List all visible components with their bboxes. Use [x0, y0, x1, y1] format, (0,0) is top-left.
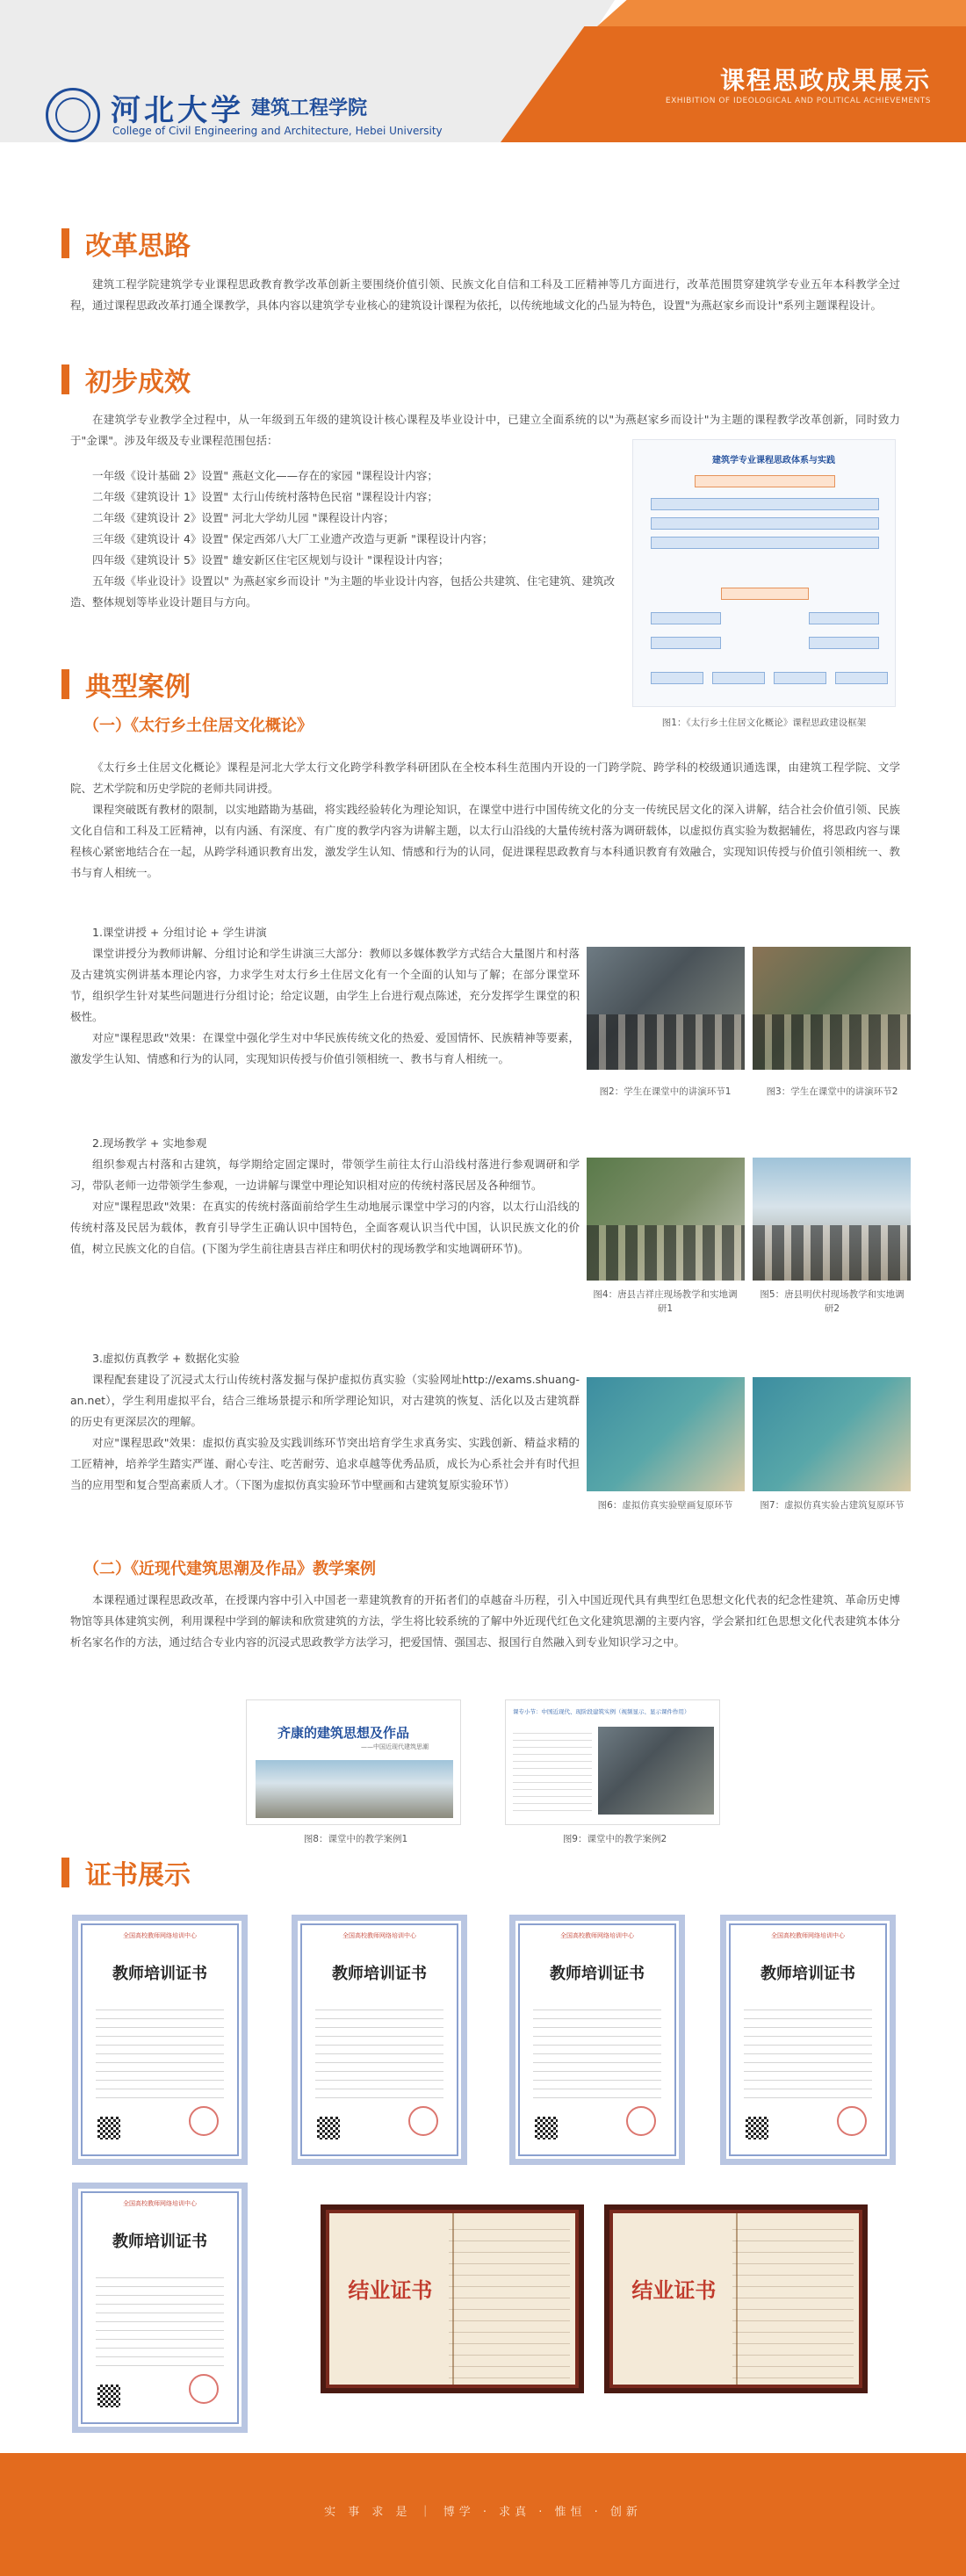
figure-caption: 图3：学生在课堂中的讲演环节2 [766, 1086, 898, 1097]
qr-code-icon [97, 2385, 120, 2407]
diagram-node [651, 637, 721, 649]
teacher-training-certificate [292, 1915, 467, 2165]
results-item: 五年级《毕业设计》设置以" 为燕赵家乡而设计 "为主题的毕业设计内容，包括公共建筑、住宅建筑、建筑改造、整体规划等毕业设计题目与方向。 [70, 574, 615, 609]
results-list [70, 465, 615, 613]
method1-block [70, 922, 580, 1070]
cert-title: 教师培训证书 [550, 1965, 645, 1983]
cert-issuer: 全国高校教师网络培训中心 [771, 1932, 845, 1939]
cert-title: 教师培训证书 [112, 2233, 207, 2251]
figure-caption: 图7：虚拟仿真实验古建筑复原环节 [760, 1500, 905, 1511]
reform-paragraph: 建筑工程学院建筑学专业课程思政教育教学改革创新主要围绕价值引领、民族文化自信和工科及工匠精神等几方面进行，改革范围贯穿建筑学专业五年本科教学全过程，通过课程思政改革打通全课教学，具体内容以建筑学专业核心的建筑设计课程为依托，以传统地域文化的凸显为特色，设置"为燕赵家乡而设计"系列主题课程设计。 [70, 278, 900, 312]
method-paragraph: 对应"课程思政"效果：虚拟仿真实验及实践训练环节突出培育学生求真务实、实践创新、精益求精的工匠精神，培养学生踏实严谨、耐心专注、吃苦耐劳、追求卓越等优秀品质，成长为心系社会并有时代担当的应用型和复合型高素质人才。（下图为虚拟仿真实验环节中壁画和古建筑复原实验环节） [70, 1436, 580, 1491]
section-bar [61, 364, 69, 394]
section-title-text: 证书展示 [85, 1860, 191, 1891]
qr-code-icon [535, 2117, 558, 2139]
slide-text-lines [513, 1727, 592, 1815]
seal-icon [837, 2106, 867, 2136]
figure-caption: 图9：课堂中的教学案例2 [562, 1834, 667, 1844]
footer [0, 2453, 966, 2576]
diagram-node [835, 672, 888, 684]
figure-caption: 图5：唐县明伏村现场教学和实地调研2 [760, 1289, 905, 1314]
school-name-en: College of Civil Engineering and Architecture, Hebei University [112, 125, 443, 137]
section-bar [61, 228, 69, 258]
diagram-node [651, 672, 703, 684]
header [0, 0, 966, 198]
results-item: 二年级《建筑设计 2》设置" 河北大学幼儿园 "课程设计内容； [92, 511, 394, 524]
method-paragraph: 课程配套建设了沉浸式太行山传统村落发掘与保护虚拟仿真实验（实验网址http://exams.shuang-an.net），学生利用虚拟平台，结合三维场景提示和所学理论知识，对古建筑的恢复、活化以及古建筑群的历史有更深层次的理解。 [70, 1373, 580, 1428]
seal-icon [408, 2106, 438, 2136]
slide-title: 齐康的建筑思想及作品 [278, 1725, 410, 1741]
qr-code-icon [317, 2117, 340, 2139]
figure-caption: 图6：虚拟仿真实验壁画复原环节 [597, 1500, 733, 1511]
diagram-node [774, 672, 826, 684]
section-title-reform [61, 224, 191, 263]
teacher-training-certificate [72, 2183, 248, 2433]
case2-paragraph: 本课程通过课程思政改革，在授课内容中引入中国老一辈建筑教育的开拓者们的卓越奋斗历程，引入中国近现代具有典型红色思想文化代表的纪念性建筑、革命历史博物馆等具体建筑实例，利用课程中学到的解读和欣赏建筑的方法，学生将比较系统的了解中外近现代红色文化建筑思潮的主要内容，学会紧扣红色思想文化代表建筑本体分析名家名作的方法，通过结合专业内容的沉浸式思政教学方法学习，把爱国情、强国志、报国行自然融入到专业知识学习之中。 [70, 1593, 900, 1649]
figure-caption: 图8：课堂中的教学案例1 [303, 1834, 408, 1844]
method-title: 3.虚拟仿真教学 + 数据化实验 [92, 1352, 240, 1365]
red-cert-title: 结业证书 [348, 2277, 433, 2303]
results-intro: 在建筑学专业教学全过程中，从一年级到五年级的建筑设计核心课程及毕业设计中，已建立全面系统的以"为燕赵家乡而设计"为主题的课程教学改革创新，同时致力于"金课"。涉及年级及专业课程范围包括： [70, 413, 900, 447]
lecture-slide-1 [246, 1699, 461, 1825]
red-cert-title: 结业证书 [631, 2277, 717, 2303]
virtual-sim-screenshot [753, 1377, 911, 1491]
section-title-results [61, 360, 191, 399]
teacher-training-certificate [72, 1915, 248, 2165]
diagram-node [651, 612, 721, 624]
case2-title: （二）《近现代建筑思潮及作品》教学案例 [83, 1560, 376, 1578]
figure-caption: 图1：《太行乡土住居文化概论》课程思政建设框架 [661, 718, 867, 728]
slide-subtitle: ——中国近现代建筑思潮 [361, 1743, 429, 1750]
teacher-training-certificate [509, 1915, 685, 2165]
diagram-node [712, 672, 765, 684]
section-title-certificates [61, 1853, 191, 1892]
field-trip-photo [753, 1158, 911, 1281]
completion-certificate [321, 2204, 584, 2393]
slide-building-photo [256, 1760, 453, 1818]
method-paragraph: 组织参观古村落和古建筑，每学期给定固定课时，带领学生前往太行山沿线村落进行参观调研和学习，带队老师一边带领学生参观，一边讲解与课堂中理论知识相对应的传统村落民居及各种细节。 [70, 1158, 580, 1192]
section-title-cases [61, 665, 191, 704]
cert-issuer: 全国高校教师网络培训中心 [123, 2200, 197, 2207]
figure-caption: 图2：学生在课堂中的讲演环节1 [599, 1086, 732, 1097]
cert-title: 教师培训证书 [332, 1965, 427, 1983]
method-paragraph: 对应"课程思政"效果：在课堂中强化学生对中华民族传统文化的热爱、爱国情怀、民族精神等要素，激发学生认知、情感和行为的认同，实现知识传授与价值引领相统一、教书与育人相统一。 [70, 1031, 580, 1065]
diagram-node [651, 498, 879, 510]
diagram-node [721, 588, 809, 600]
method-title: 2.现场教学 + 实地参观 [92, 1136, 207, 1150]
cert-title: 教师培训证书 [112, 1965, 207, 1983]
figure-caption: 图4：唐县吉祥庄现场教学和实地调研1 [593, 1289, 738, 1314]
qr-code-icon [97, 2117, 120, 2139]
slide-building-photo [598, 1727, 714, 1815]
cert-issuer: 全国高校教师网络培训中心 [560, 1932, 634, 1939]
section-bar [61, 669, 69, 699]
seal-icon [626, 2106, 656, 2136]
footer-motto: 实 事 求 是 ｜ 博学 · 求真 · 惟恒 · 创新 [324, 2506, 642, 2519]
virtual-sim-screenshot [587, 1377, 745, 1491]
classroom-photo [587, 947, 745, 1070]
seal-icon [189, 2106, 219, 2136]
case1-paragraph: 《太行乡土住居文化概论》课程是河北大学太行文化跨学科教学科研团队在全校本科生范围内开设的一门跨学院、跨学科的校级通识通选课，由建筑工程学院、文学院、艺术学院和历史学院的老师共同讲授。 [70, 761, 900, 795]
completion-certificate [604, 2204, 868, 2393]
cert-issuer: 全国高校教师网络培训中心 [123, 1932, 197, 1939]
results-item: 四年级《建筑设计 5》设置" 雄安新区住宅区规划与设计 "课程设计内容； [92, 553, 450, 566]
seal-icon [189, 2374, 219, 2404]
results-item: 三年级《建筑设计 4》设置" 保定西郊八大厂工业遗产改造与更新 "课程设计内容； [92, 532, 494, 545]
slide-title: 课专小节：中国近现代、现阶段建筑实例（视频显示、显示课件作用） [513, 1708, 690, 1715]
diagram-title: 建筑学专业课程思政体系与实践 [712, 456, 835, 465]
case1-title: （一）《太行乡土住居文化概论》 [83, 717, 313, 735]
diagram-node [809, 637, 879, 649]
university-emblem-icon [46, 88, 100, 142]
field-trip-photo [587, 1158, 745, 1281]
diagram-node [695, 475, 835, 487]
header-orange-strip [597, 0, 966, 26]
teacher-training-certificate [720, 1915, 896, 2165]
method-paragraph: 对应"课程思政"效果：在真实的传统村落面前给学生生动地展示课堂中学习的内容，以太行山沿线的传统村落及民居为载体，教育引导学生正确认识中国特色，全面客观认识当代中国，认识民族文化的价值，树立民族文化的自信。(下图为学生前往唐县吉祥庄和明伏村的现场教学和实地调研环节)。 [70, 1200, 580, 1255]
section-title-text: 初步成效 [85, 367, 191, 398]
diagram-node [651, 517, 879, 530]
section-title-text: 改革思路 [85, 231, 191, 262]
school-name: 建筑工程学院 [251, 97, 368, 119]
poster-title: 课程思政成果展示 [719, 66, 931, 95]
method-paragraph: 课堂讲授分为教师讲解、分组讨论和学生讲演三大部分：教师以多媒体教学方式结合大量图片和村落及古建筑实例讲基本理论内容，力求学生对太行乡土住居文化有一个全面的认知与了解；在部分课堂环节，组织学生针对某些问题进行分组讨论；给定议题，由学生上台进行观点陈述，充分发挥学生课堂的积极性。 [70, 947, 580, 1023]
results-item: 二年级《建筑设计 1》设置" 太行山传统村落特色民宿 "课程设计内容； [92, 490, 438, 503]
method2-block [70, 1133, 580, 1259]
classroom-photo [753, 947, 911, 1070]
course-framework-diagram [632, 439, 896, 707]
results-item: 一年级《设计基础 2》设置" 燕赵文化——存在的家园 "课程设计内容； [92, 469, 438, 482]
qr-code-icon [746, 2117, 768, 2139]
lecture-slide-2 [505, 1699, 720, 1825]
cert-title: 教师培训证书 [761, 1965, 855, 1983]
diagram-node [809, 612, 879, 624]
section-bar [61, 1858, 69, 1887]
diagram-node [651, 537, 879, 549]
method3-block [70, 1348, 580, 1496]
university-name: 河北大学 [111, 93, 244, 128]
cert-issuer: 全国高校教师网络培训中心 [342, 1932, 416, 1939]
method-title: 1.课堂讲授 + 分组讨论 + 学生讲演 [92, 926, 267, 939]
case1-paragraph: 课程突破既有教材的限制，以实地踏勘为基础，将实践经验转化为理论知识，在课堂中进行中国传统文化的分支一传统民居文化的深入讲解，结合社会价值引领、民族文化自信和工科及工匠精神，以有内涵、有深度、有广度的教学内容为讲解主题，以太行山沿线的大量传统村落为调研载体，以虚拟仿真实验为数据辅佐，将思政内容与课程核心紧密地结合在一起，从跨学科通识教育出发，激发学生认知、情感和行为的认同，促进课程思政教育与本科通识教育有效融合，实现知识传授与价值引领相统一、教书与育人相统一。 [70, 803, 900, 879]
poster-subtitle: EXHIBITION OF IDEOLOGICAL AND POLITICAL ACHIEVEMENTS [665, 97, 931, 105]
section-title-text: 典型案例 [85, 672, 191, 703]
